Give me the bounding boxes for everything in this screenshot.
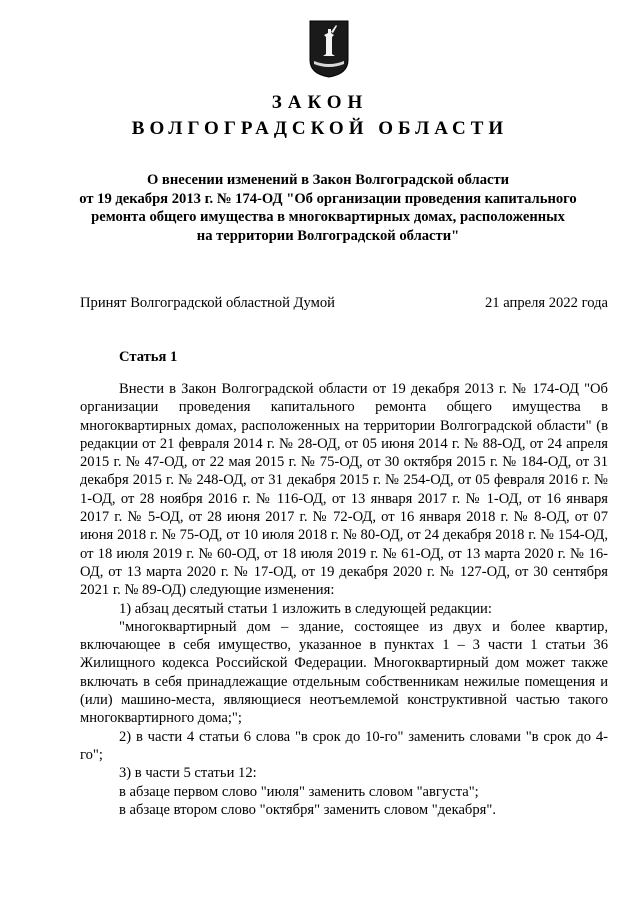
adopted-by: Принят Волгоградской областной Думой [80, 295, 335, 311]
paragraph: 1) абзац десятый статьи 1 изложить в следующей редакции: [119, 600, 492, 617]
adoption-line [80, 295, 608, 312]
paragraph: 3) в части 5 статьи 12: [119, 765, 257, 782]
title-line: ремонта общего имущества в многоквартирных домах, расположенных [91, 209, 565, 225]
paragraph: Внести в Закон Волгоградской области от 19 декабря 2013 г. № 174-ОД "Об организации проведения капитального ремонта общего имущества в многоквартирных домах, расположенных на территории Волгоградской области" (в редакции от 21 февраля 2014 г. № 28-ОД, от 05 июня 2014 г. № 88-ОД, от 24 апреля 2015 г. № 47-ОД, от 22 мая 2015 г. № 75-ОД, от 30 октября 2015 г. № 184-ОД, от 31 декабря 2015 г. № 248-ОД, от 31 декабря 2015 г. № 254-ОД, от 05 февраля 2016 г. № 1-ОД, от 28 ноября 2016 г. № 116-ОД, от 13 января 2017 г. № 1-ОД, от 16 января 2017 г. № 5-ОД, от 28 июня 2017 г. № 72-ОД, от 16 января 2018 г. № 8-ОД, от 07 июня 2018 г. № 75-ОД, от 10 июля 2018 г. № 80-ОД, от 24 декабря 2018 г. № 154-ОД, от 18 июля 2019 г. № 60-ОД, от 18 июля 2019 г. № 61-ОД, от 13 марта 2020 г. № 16-ОД, от 13 марта 2020 г. № 17-ОД, от 19 декабря 2020 г. № 127-ОД, от 30 сентября 2021 г. № 89-ОД) следующие изменения: [80, 381, 608, 599]
title-line: от 19 декабря 2013 г. № 174-ОД "Об организации проведения капитального [79, 190, 577, 207]
article-body [80, 380, 608, 819]
paragraph: в абзаце втором слово "октября" заменить словом "декабря". [119, 801, 496, 818]
title-line: на территории Волгоградской области" [196, 227, 460, 244]
law-heading: ЗАКОН [271, 92, 369, 113]
paragraph: "многоквартирный дом – здание, состоящее из двух и более квартир, включающее в себя имущество, указанное в пунктах 1 – 3 части 1 статьи 36 Жилищного кодекса Российской Федерации. Многоквартирный дом может также включать в себя принадлежащие отдельным собственникам нежилые помещения и (или) машино-места, являющиеся неотъемлемой конструктивной частью такого многоквартирного дома;"; [80, 618, 608, 727]
region-heading: ВОЛГОГРАДСКОЙ ОБЛАСТИ [131, 118, 509, 139]
article-heading: Статья 1 [119, 349, 178, 365]
coat-of-arms-emblem [309, 20, 349, 78]
paragraph: 2) в части 4 статьи 6 слова "в срок до 10-го" заменить словами "в срок до 4-го"; [80, 728, 608, 763]
adoption-date: 21 апреля 2022 года [485, 295, 608, 311]
paragraph: в абзаце первом слово "июля" заменить словом "августа"; [119, 783, 479, 800]
law-title [60, 171, 596, 245]
title-line: О внесении изменений в Закон Волгоградской области [146, 172, 510, 188]
